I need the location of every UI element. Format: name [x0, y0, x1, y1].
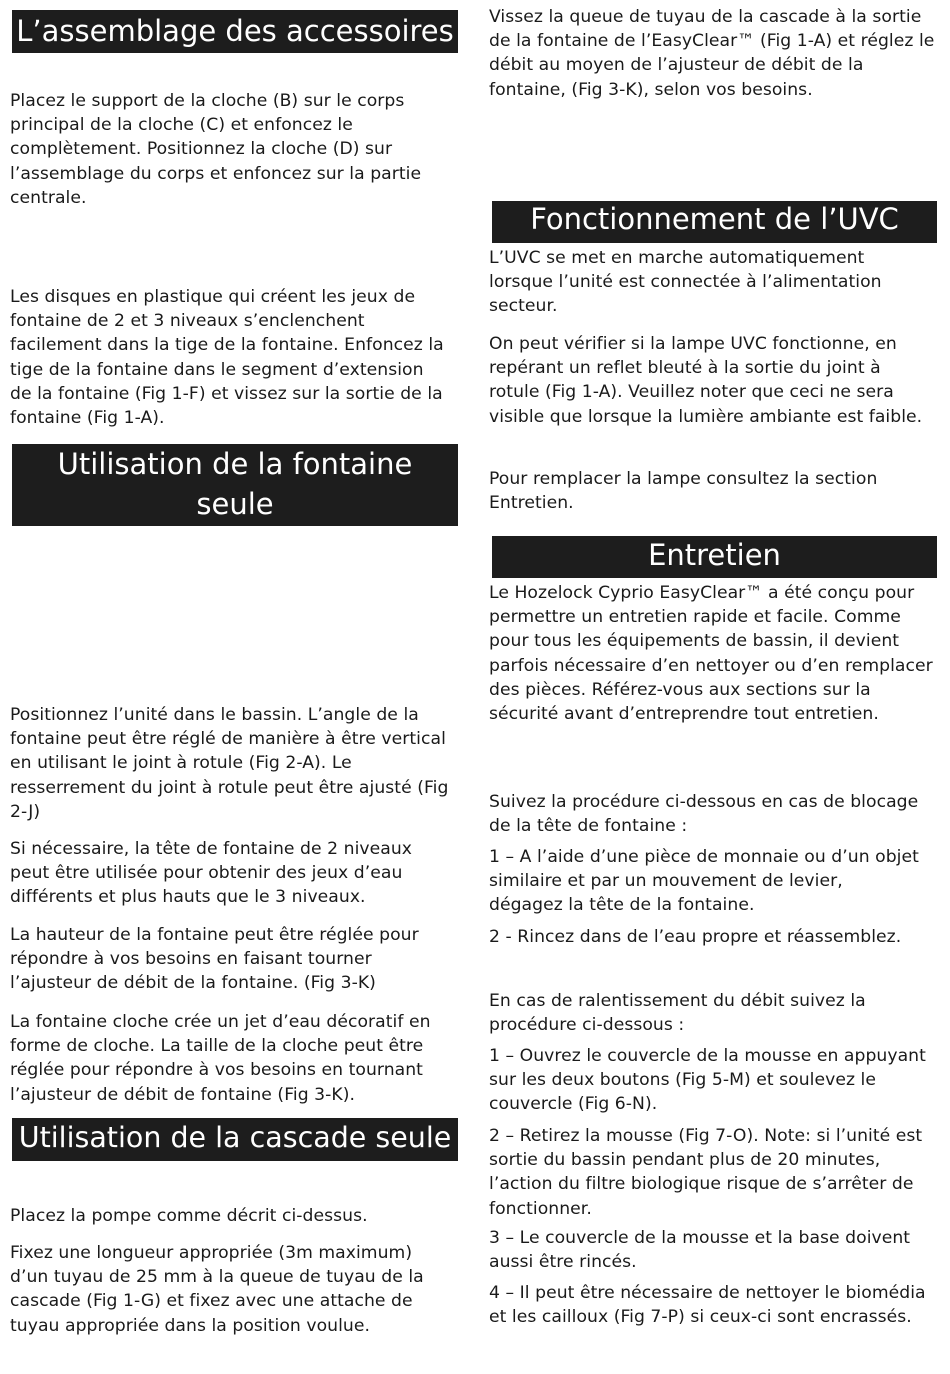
paragraph-cascade-screw: Vissez la queue de tuyau de la cascade à la sortie de la fontaine de l’EasyClear™ (Fig 1-A) et réglez le débit au moyen de l’ajusteur de débit de la fontaine, (Fig 3-K), selon vos besoins. [489, 7, 935, 100]
paragraph-maintenance-step-cover: 1 – Ouvrez le couvercle de la mousse en appuyant sur les deux boutons (Fig 5-M) et soulevez le couvercle (Fig 6-N). [489, 1046, 926, 1115]
paragraph-fountain-bell: La fontaine cloche crée un jet d’eau décoratif en forme de cloche. La taille de la cloche peut être réglée pour répondre à vos besoins en tournant l’ajusteur de débit de fontaine (Fig 3-K). [10, 1012, 431, 1105]
paragraph-uvc-auto: L’UVC se met en marche automatiquement lorsque l’unité est connectée à l’alimentation secteur. [489, 248, 882, 317]
paragraph-cascade-pump: Placez la pompe comme décrit ci-dessus. [10, 1206, 368, 1226]
paragraph-fountain-two-tier: Si nécessaire, la tête de fontaine de 2 niveaux peut être utilisée pour obtenir des jeux d’eau différents et plus hauts que le 3 niveaux. [10, 839, 413, 908]
heading-uvc-operation: Fonctionnement de l’UVC [492, 201, 937, 243]
paragraph-maintenance-step-lever: 1 – A l’aide d’une pièce de monnaie ou d’un objet similaire et par un mouvement de levier, dégagez la tête de la fontaine. [489, 847, 919, 916]
heading-accessory-assembly: L’assemblage des accessoires [12, 10, 458, 53]
paragraph-assembly-bell: Placez le support de la cloche (B) sur le corps principal de la cloche (C) et enfoncez le complètement. Positionnez la cloche (D) sur l’assemblage du corps et enfoncez sur la partie centrale. [10, 91, 422, 208]
paragraph-maintenance-slowdown: En cas de ralentissement du débit suivez la procédure ci-dessous : [489, 991, 866, 1036]
paragraph-cascade-hose: Fixez une longueur appropriée (3m maximum) d’un tuyau de 25 mm à la queue de tuyau de la cascade (Fig 1-G) et fixez avec une attache de tuyau appropriée dans la position voulue. [10, 1243, 424, 1336]
paragraph-fountain-height: La hauteur de la fontaine peut être réglée pour répondre à vos besoins en faisant tourner l’ajusteur de débit de la fontaine. (Fig 3-K) [10, 925, 419, 994]
paragraph-uvc-replace: Pour remplacer la lampe consultez la section Entretien. [489, 469, 878, 514]
paragraph-maintenance-step-rinse: 2 - Rincez dans de l’eau propre et réassemblez. [489, 927, 902, 947]
paragraph-maintenance-step-base: 3 – Le couvercle de la mousse et la base doivent aussi être rincés. [489, 1228, 911, 1273]
heading-maintenance: Entretien [492, 536, 937, 578]
paragraph-maintenance-step-foam: 2 – Retirez la mousse (Fig 7-O). Note: si l’unité est sortie du bassin pendant plus de 20 minutes, l’action du filtre biologique risque de s’arrêter de fonctionner. [489, 1126, 923, 1219]
paragraph-maintenance-intro: Le Hozelock Cyprio EasyClear™ a été conçu pour permettre un entretien rapide et facile. Comme pour tous les équipements de bassin, il devient parfois nécessaire d’en nettoyer ou d’en remplacer des pièces. Référez-vous aux sections sur la sécurité avant d’entreprendre tout entretien. [489, 583, 933, 725]
paragraph-fountain-position: Positionnez l’unité dans le bassin. L’angle de la fontaine peut être réglé de manière à être vertical en utilisant le joint à rotule (Fig 2-A). Le resserrement du joint à rotule peut être ajusté (Fig 2-J) [10, 705, 449, 822]
paragraph-maintenance-step-biomedia: 4 – Il peut être nécessaire de nettoyer le biomédia et les cailloux (Fig 7-P) si ceux-ci sont encrassés. [489, 1283, 926, 1328]
paragraph-maintenance-blockage: Suivez la procédure ci-dessous en cas de blocage de la tête de fontaine : [489, 792, 919, 837]
heading-cascade-only: Utilisation de la cascade seule [12, 1118, 458, 1161]
paragraph-uvc-check: On peut vérifier si la lampe UVC fonctionne, en repérant un reflet bleuté à la sortie du joint à rotule (Fig 1-A). Veuillez noter que ceci ne sera visible que lorsque la lumière ambiante est faible. [489, 334, 923, 427]
paragraph-assembly-discs: Les disques en plastique qui créent les jeux de fontaine de 2 et 3 niveaux s’enclenchent facilement dans la tige de la fontaine. Enfoncez la tige de la fontaine dans le segment d’extension de la fontaine (Fig 1-F) et vissez sur la sortie de la fontaine (Fig 1-A). [10, 287, 444, 429]
heading-fountain-only: Utilisation de la fontaine seule [12, 444, 458, 526]
